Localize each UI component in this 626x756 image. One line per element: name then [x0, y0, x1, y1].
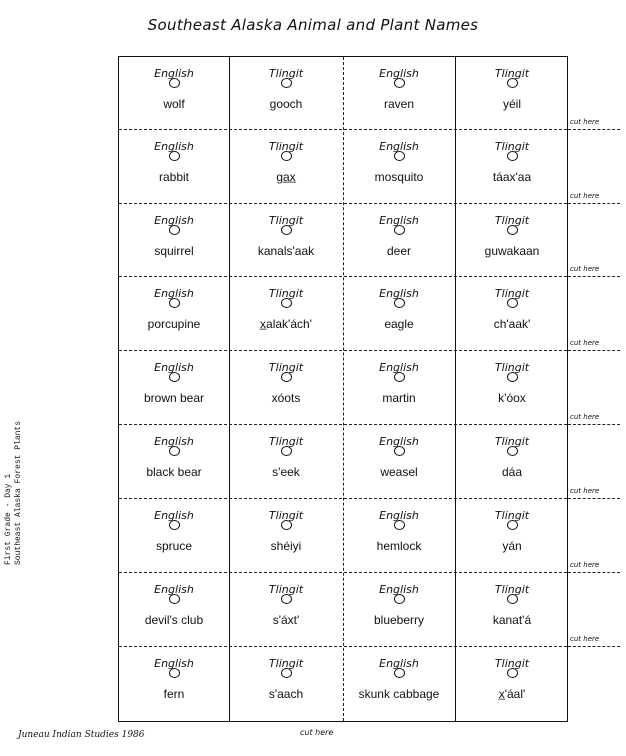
tlingit-label: Tlingit	[268, 435, 304, 448]
language-label	[343, 657, 455, 678]
language-label	[343, 67, 455, 88]
tlingit-label: Tlingit	[494, 657, 530, 670]
english-label: English	[379, 287, 419, 300]
english-label: English	[154, 509, 194, 522]
name-card-right-english	[343, 425, 455, 498]
language-label	[119, 435, 229, 456]
tlingit-label: Tlingit	[268, 214, 304, 227]
english-word: mosquito	[374, 170, 424, 184]
language-label	[455, 67, 569, 88]
name-card-left-tlingit	[229, 647, 343, 723]
english-label: English	[154, 583, 194, 596]
name-card-left-tlingit	[229, 499, 343, 572]
language-label	[229, 435, 343, 456]
tlingit-word: x̲alak'ách'	[260, 317, 312, 331]
table-row	[119, 130, 567, 204]
language-label	[455, 361, 569, 382]
tlingit-word: k'óox	[498, 391, 526, 405]
tlingit-word: yéil	[502, 97, 521, 111]
name-card-left-english	[119, 351, 229, 424]
cut-here-label: cut here	[570, 487, 600, 495]
cut-here-label: cut here	[570, 192, 600, 200]
english-word: squirrel	[154, 244, 194, 258]
name-card-left-english	[119, 130, 229, 203]
name-card-left-tlingit	[229, 204, 343, 276]
name-card-left-tlingit	[229, 57, 343, 129]
english-label: English	[379, 140, 419, 153]
table-row	[119, 57, 567, 130]
english-word: eagle	[384, 317, 414, 331]
table-row	[119, 573, 567, 647]
language-label	[455, 657, 569, 678]
language-label	[119, 287, 229, 308]
language-label	[343, 583, 455, 604]
cut-here-label: cut here	[570, 118, 600, 126]
language-label	[119, 509, 229, 530]
language-label	[119, 361, 229, 382]
language-label	[119, 583, 229, 604]
name-card-right-english	[343, 573, 455, 646]
language-label	[229, 140, 343, 161]
english-word: hemlock	[376, 539, 422, 553]
english-word: raven	[383, 97, 415, 111]
name-card-right-tlingit	[455, 647, 569, 723]
english-label: English	[154, 657, 194, 670]
name-card-right-english	[343, 57, 455, 129]
english-label: English	[379, 435, 419, 448]
language-label	[119, 67, 229, 88]
english-label: English	[154, 214, 194, 227]
english-word: devil's club	[144, 613, 204, 627]
signature: Juneau Indian Studies 1986	[18, 730, 145, 740]
english-word: deer	[386, 244, 412, 258]
cut-here-label: cut here	[570, 413, 600, 421]
language-label	[119, 214, 229, 235]
table-row	[119, 351, 567, 425]
cut-line	[568, 350, 620, 351]
tlingit-word: s'aach	[268, 687, 304, 701]
tlingit-word: gooch	[269, 97, 303, 111]
language-label	[343, 361, 455, 382]
tlingit-word: ga̲x̲	[276, 170, 296, 184]
language-label	[229, 214, 343, 235]
name-card-right-tlingit	[455, 277, 569, 350]
language-label	[455, 583, 569, 604]
tlingit-word: kanat'á	[492, 613, 532, 627]
cut-line	[568, 424, 620, 425]
name-card-right-english	[343, 499, 455, 572]
name-card-right-tlingit	[455, 573, 569, 646]
tlingit-word: shéiyi	[270, 539, 302, 553]
tlingit-label: Tlingit	[494, 361, 530, 374]
language-label	[229, 67, 343, 88]
language-label	[455, 435, 569, 456]
name-card-left-english	[119, 647, 229, 723]
english-word: porcupine	[147, 317, 201, 331]
tlingit-word: yán	[502, 539, 522, 553]
name-card-right-english	[343, 130, 455, 203]
tlingit-word: s'eek	[272, 465, 300, 479]
name-card-left-tlingit	[229, 351, 343, 424]
language-label	[229, 287, 343, 308]
english-label: English	[379, 67, 419, 80]
tlingit-label: Tlingit	[494, 67, 530, 80]
tlingit-word: guwakaan	[484, 244, 540, 258]
cut-line	[568, 498, 620, 499]
language-label	[229, 509, 343, 530]
name-card-right-english	[343, 647, 455, 723]
english-word: fern	[163, 687, 185, 701]
cut-here-label: cut here	[570, 635, 600, 643]
name-card-left-english	[119, 425, 229, 498]
tlingit-label: Tlingit	[268, 657, 304, 670]
tlingit-word: kanals'aak	[257, 244, 315, 258]
tlingit-label: Tlingit	[268, 287, 304, 300]
names-table	[118, 56, 568, 722]
name-card-right-english	[343, 204, 455, 276]
tlingit-word: x̲'áal'	[498, 687, 526, 701]
language-label	[455, 287, 569, 308]
bottom-cut-label: cut here	[300, 728, 334, 737]
cut-line	[568, 646, 620, 647]
name-card-left-english	[119, 57, 229, 129]
language-label	[343, 435, 455, 456]
english-label: English	[154, 287, 194, 300]
cut-line	[568, 276, 620, 277]
english-label: English	[379, 361, 419, 374]
english-label: English	[154, 140, 194, 153]
language-label	[229, 361, 343, 382]
name-card-right-english	[343, 277, 455, 350]
cut-line	[568, 129, 620, 130]
side-note	[4, 365, 24, 565]
table-row	[119, 499, 567, 573]
english-label: English	[154, 67, 194, 80]
table-row	[119, 425, 567, 499]
tlingit-label: Tlingit	[494, 287, 530, 300]
name-card-left-english	[119, 499, 229, 572]
name-card-left-tlingit	[229, 573, 343, 646]
english-label: English	[379, 509, 419, 522]
table-row	[119, 647, 567, 723]
language-label	[343, 140, 455, 161]
language-label	[229, 583, 343, 604]
name-card-right-tlingit	[455, 204, 569, 276]
cut-line	[568, 203, 620, 204]
english-label: English	[379, 657, 419, 670]
name-card-right-tlingit	[455, 130, 569, 203]
language-label	[455, 214, 569, 235]
english-word: weasel	[380, 465, 418, 479]
name-card-right-tlingit	[455, 499, 569, 572]
side-note-line-1: First Grade - Day 1	[4, 473, 13, 565]
tlingit-label: Tlingit	[494, 583, 530, 596]
language-label	[119, 140, 229, 161]
tlingit-label: Tlingit	[268, 509, 304, 522]
tlingit-label: Tlingit	[268, 67, 304, 80]
tlingit-word: xóots	[271, 391, 301, 405]
english-label: English	[154, 361, 194, 374]
tlingit-word: táax'aa	[492, 170, 532, 184]
tlingit-label: Tlingit	[494, 435, 530, 448]
name-card-right-english	[343, 351, 455, 424]
cut-here-label: cut here	[570, 339, 600, 347]
english-word: rabbit	[158, 170, 190, 184]
tlingit-word: ch'aak'	[493, 317, 531, 331]
table-row	[119, 277, 567, 351]
english-word: spruce	[155, 539, 193, 553]
name-card-left-english	[119, 204, 229, 276]
name-card-left-english	[119, 277, 229, 350]
cut-line	[568, 572, 620, 573]
tlingit-label: Tlingit	[494, 214, 530, 227]
page-title: Southeast Alaska Animal and Plant Names	[147, 16, 479, 34]
name-card-left-tlingit	[229, 130, 343, 203]
english-word: black bear	[146, 465, 202, 479]
name-card-left-tlingit	[229, 425, 343, 498]
tlingit-label: Tlingit	[494, 509, 530, 522]
english-word: wolf	[163, 97, 185, 111]
tlingit-label: Tlingit	[268, 583, 304, 596]
name-card-right-tlingit	[455, 425, 569, 498]
name-card-left-tlingit	[229, 277, 343, 350]
tlingit-label: Tlingit	[268, 140, 304, 153]
english-label: English	[379, 214, 419, 227]
language-label	[119, 657, 229, 678]
cut-here-label: cut here	[570, 265, 600, 273]
language-label	[343, 287, 455, 308]
cut-here-label: cut here	[570, 561, 600, 569]
name-card-left-english	[119, 573, 229, 646]
language-label	[455, 509, 569, 530]
english-label: English	[379, 583, 419, 596]
tlingit-word: dáa	[501, 465, 523, 479]
language-label	[229, 657, 343, 678]
language-label	[455, 140, 569, 161]
name-card-right-tlingit	[455, 351, 569, 424]
tlingit-label: Tlingit	[494, 140, 530, 153]
tlingit-label: Tlingit	[268, 361, 304, 374]
english-word: skunk cabbage	[358, 687, 440, 701]
language-label	[343, 509, 455, 530]
english-word: blueberry	[373, 613, 425, 627]
tlingit-word: s'áxt'	[272, 613, 300, 627]
table-row	[119, 204, 567, 277]
name-card-right-tlingit	[455, 57, 569, 129]
english-word: martin	[382, 391, 416, 405]
english-label: English	[154, 435, 194, 448]
english-word: brown bear	[143, 391, 205, 405]
side-note-line-2: Southeast Alaska Forest Plants	[14, 420, 23, 565]
language-label	[343, 214, 455, 235]
